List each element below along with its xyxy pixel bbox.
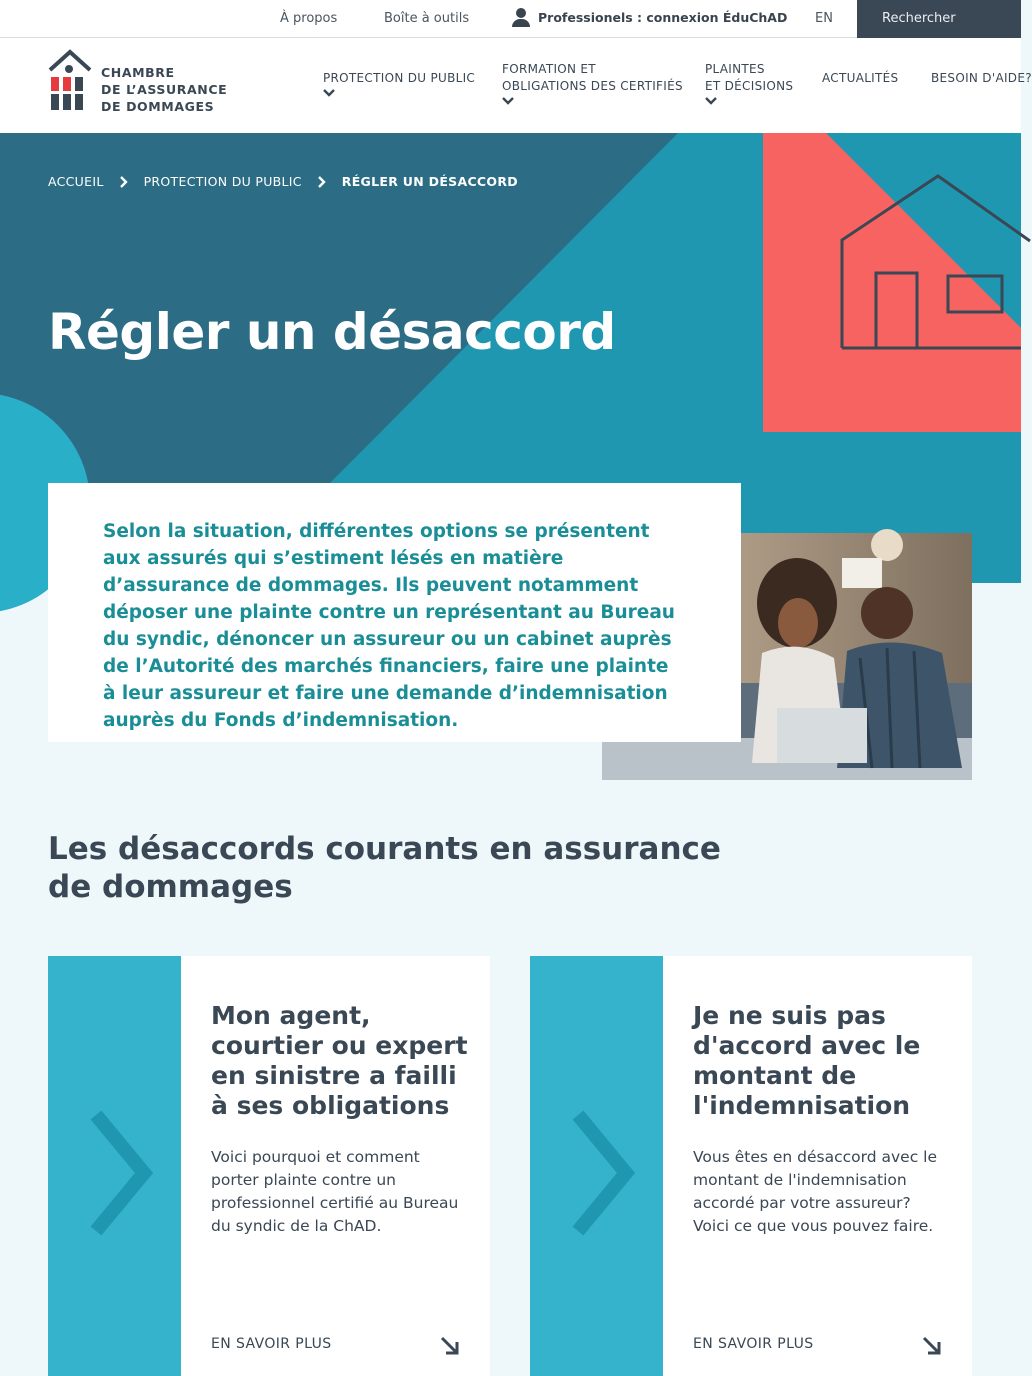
- learn-more-link[interactable]: EN SAVOIR PLUS: [211, 1336, 332, 1352]
- search-button[interactable]: Rechercher: [857, 0, 1021, 38]
- arrow-down-right-icon[interactable]: [922, 1336, 942, 1356]
- nav-plaintes[interactable]: PLAINTES ET DÉCISIONS: [705, 61, 793, 106]
- chevron-down-icon: [705, 97, 717, 106]
- logo-house-icon: [48, 50, 92, 112]
- about-link[interactable]: À propos: [280, 11, 338, 26]
- toolbox-link[interactable]: Boîte à outils: [384, 11, 470, 26]
- intro-card: [48, 483, 741, 742]
- chevron-down-icon: [323, 89, 335, 98]
- intro-text: Selon la situation, différentes options se présentent aux assurés qui s’estiment lésés en matière d’assurance de dommages. Ils peuvent notamment déposer une plainte contre un représentant au Bureau du syndic, dénoncer un assureur ou un cabinet auprès de l’Autorité des marchés financiers, faire une plainte à leur assureur et faire une demande d’indemnisation auprès du Fonds d’indemnisation.: [103, 521, 675, 731]
- arrow-down-right-icon[interactable]: [440, 1336, 460, 1356]
- chevron-down-icon: [502, 97, 514, 106]
- section-title: Les désaccords courants en assurance de dommages: [48, 831, 721, 905]
- card-stripe: [48, 956, 181, 1376]
- card-agent-obligations[interactable]: [48, 956, 490, 1376]
- chevron-right-icon: [88, 1111, 152, 1235]
- breadcrumb-parent[interactable]: PROTECTION DU PUBLIC: [143, 174, 302, 189]
- card-description: Voici pourquoi et comment porter plainte contre un professionnel certifié au Bureau du syndic de la ChAD.: [211, 1148, 459, 1235]
- breadcrumb-current: RÉGLER UN DÉSACCORD: [341, 174, 518, 189]
- nav-besoin-aide[interactable]: BESOIN D'AIDE?: [931, 71, 1032, 85]
- breadcrumb-home[interactable]: ACCUEIL: [48, 174, 104, 189]
- pro-login-link[interactable]: [512, 8, 787, 27]
- logo-wordmark: CHAMBRE DE L’ASSURANCE DE DOMMAGES: [101, 65, 228, 114]
- card-title: Mon agent, courtier ou expert en sinistre a failli à ses obligations: [211, 1001, 468, 1120]
- nav-actualites[interactable]: ACTUALITÉS: [822, 71, 899, 85]
- learn-more-link[interactable]: EN SAVOIR PLUS: [693, 1336, 814, 1352]
- logo[interactable]: [48, 50, 228, 115]
- chevron-right-icon: [120, 176, 128, 188]
- language-toggle[interactable]: EN: [815, 11, 833, 26]
- card-montant-indemnisation[interactable]: [530, 956, 972, 1376]
- nav-protection-du-public[interactable]: PROTECTION DU PUBLIC: [323, 70, 475, 98]
- page-title: Régler un désaccord: [48, 303, 616, 361]
- breadcrumb: [48, 174, 518, 189]
- main-navigation: [0, 38, 1032, 133]
- card-title: Je ne suis pas d'accord avec le montant de l'indemnisation: [693, 1001, 921, 1120]
- pro-login-label: Professionels : connexion ÉduChAD: [538, 10, 788, 25]
- chevron-right-icon: [570, 1111, 634, 1235]
- card-description: Vous êtes en désaccord avec le montant de l'indemnisation accordé par votre assureur? Voici ce que vous pouvez faire.: [693, 1148, 937, 1235]
- nav-formation[interactable]: FORMATION ET OBLIGATIONS DES CERTIFIÉS: [502, 61, 683, 106]
- utility-bar: [0, 0, 1021, 38]
- chevron-right-icon: [318, 176, 326, 188]
- user-icon: [512, 8, 530, 27]
- card-stripe: [530, 956, 663, 1376]
